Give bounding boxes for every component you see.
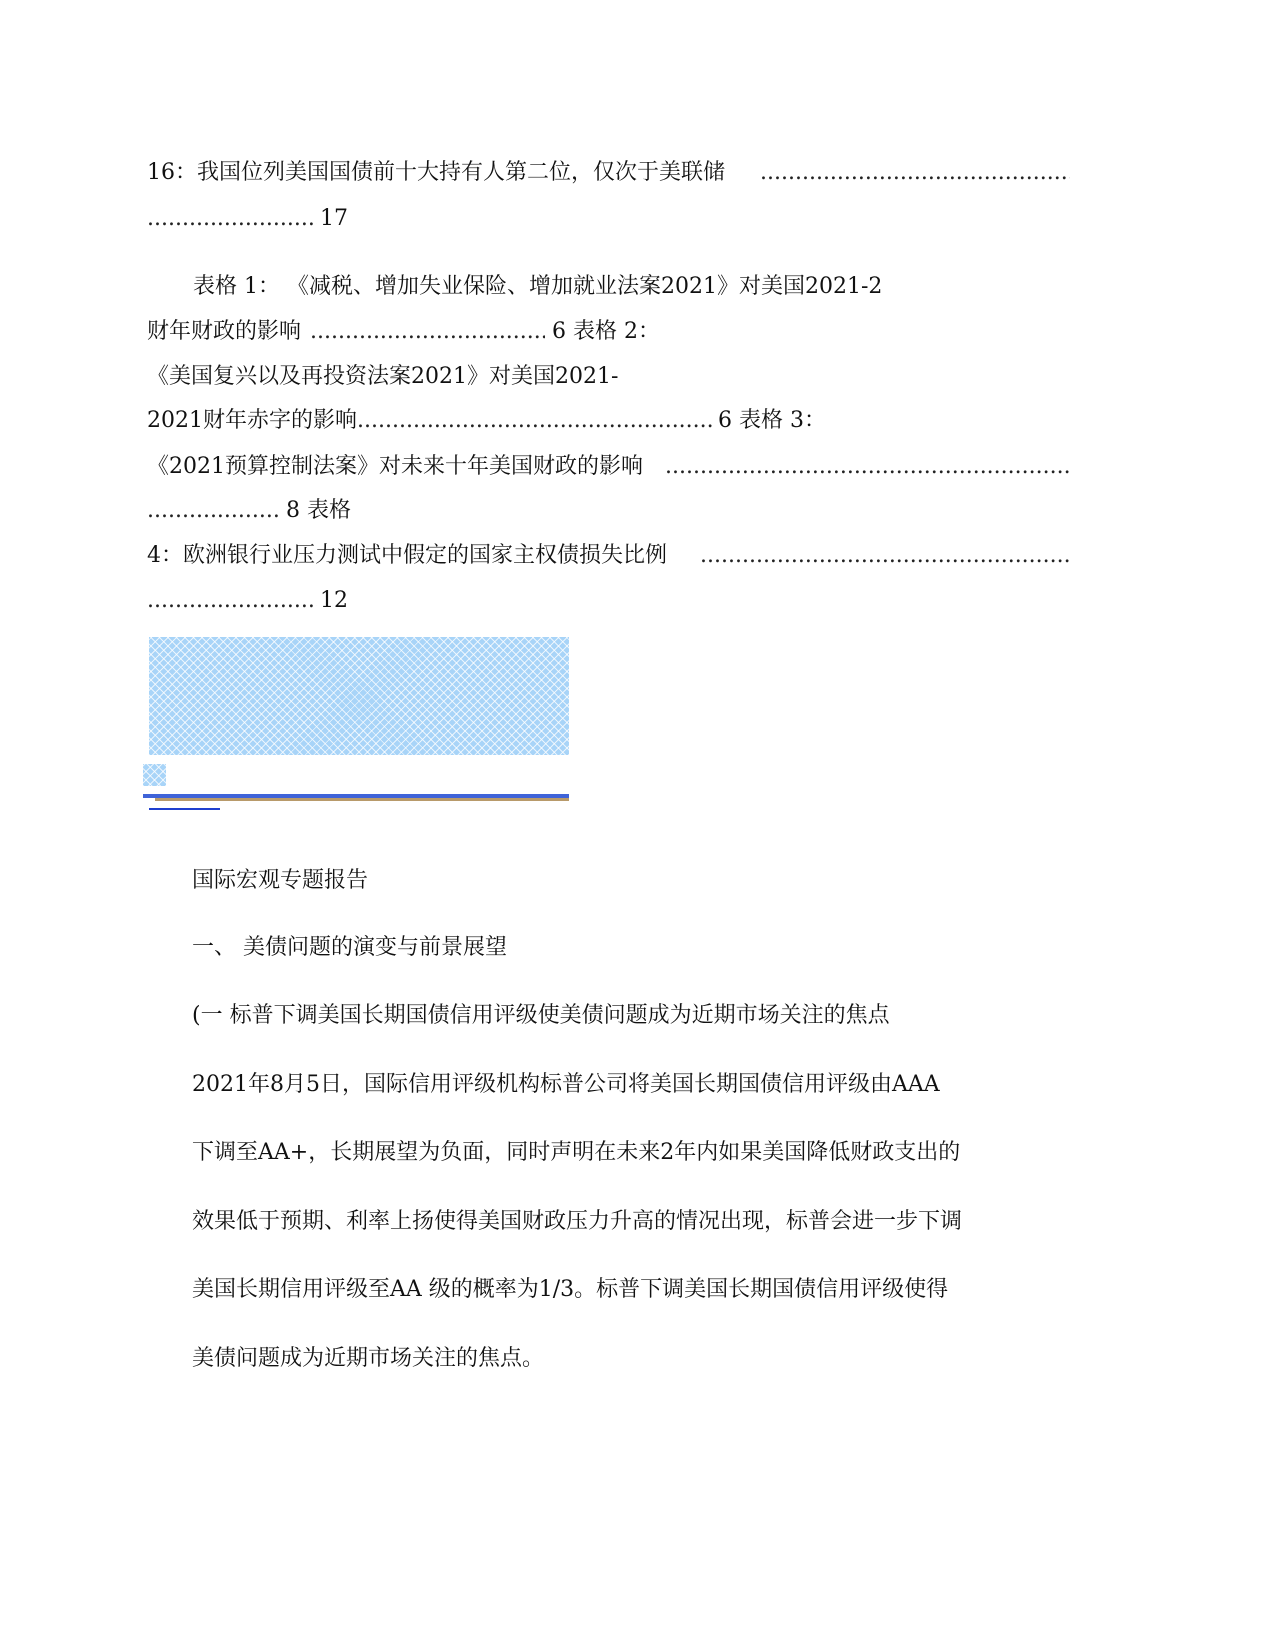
paragraph-line: 下调至AA+，长期展望为负面，同时声明在未来2年内如果美国降低财政支出的 [192,1140,961,1165]
paragraph-line: 效果低于预期、利率上扬使得美国财政压力升高的情况出现，标普会进一步下调 [192,1209,963,1234]
toc-table-2-title-cont: 2021财年赤字的影响 [147,408,357,433]
subsection-heading: (一 标普下调美国长期国债信用评级使美债问题成为近期市场关注的焦点 [192,1003,890,1028]
toc-leader-dots [147,204,317,234]
section-heading: 一、 美债问题的演变与前景展望 [192,935,507,960]
toc-table-3-title: 《2021预算控制法案》对未来十年美国财政的影响 [147,454,643,479]
header-banner-pattern [149,637,569,755]
header-banner-underline [149,808,220,810]
paragraph-line: 2021年8月5日，国际信用评级机构标普公司将美国长期国债信用评级由AAA [192,1072,940,1097]
toc-leader-dots [310,317,545,347]
toc-page-number: 17 [320,206,348,231]
toc-leader-dots [147,496,280,526]
paragraph-line: 美国长期信用评级至AA 级的概率为1/3。标普下调美国长期国债信用评级使得 [192,1277,949,1302]
toc-leader-dots [147,586,317,616]
toc-page-number: 6 表格 2： [552,319,660,344]
header-banner-rule-accent [155,798,569,801]
report-title: 国际宏观专题报告 [192,868,369,893]
toc-page-number: 12 [320,588,348,613]
toc-table-2-title: 《美国复兴以及再投资法案2021》对美国2021- [147,364,619,389]
toc-page-number: 8 表格 [286,498,351,523]
toc-leader-dots [357,406,712,436]
toc-table-4-title: 4：欧洲银行业压力测试中假定的国家主权债损失比例 [147,543,667,568]
toc-table-1-title-cont: 财年财政的影响 [147,319,302,344]
header-banner-square [143,764,166,786]
toc-page-number: 6 表格 3： [718,408,826,433]
toc-table-1-title: 表格 1： 《减税、增加失业保险、增加就业法案2021》对美国2021-2 [193,274,883,299]
toc-leader-dots [665,452,1070,482]
toc-leader-dots [700,541,1070,571]
paragraph-line: 美债问题成为近期市场关注的焦点。 [192,1346,545,1371]
toc-figure-16-title: 16：我国位列美国国债前十大持有人第二位，仅次于美联储 [147,160,725,185]
toc-leader-dots [760,158,1070,188]
